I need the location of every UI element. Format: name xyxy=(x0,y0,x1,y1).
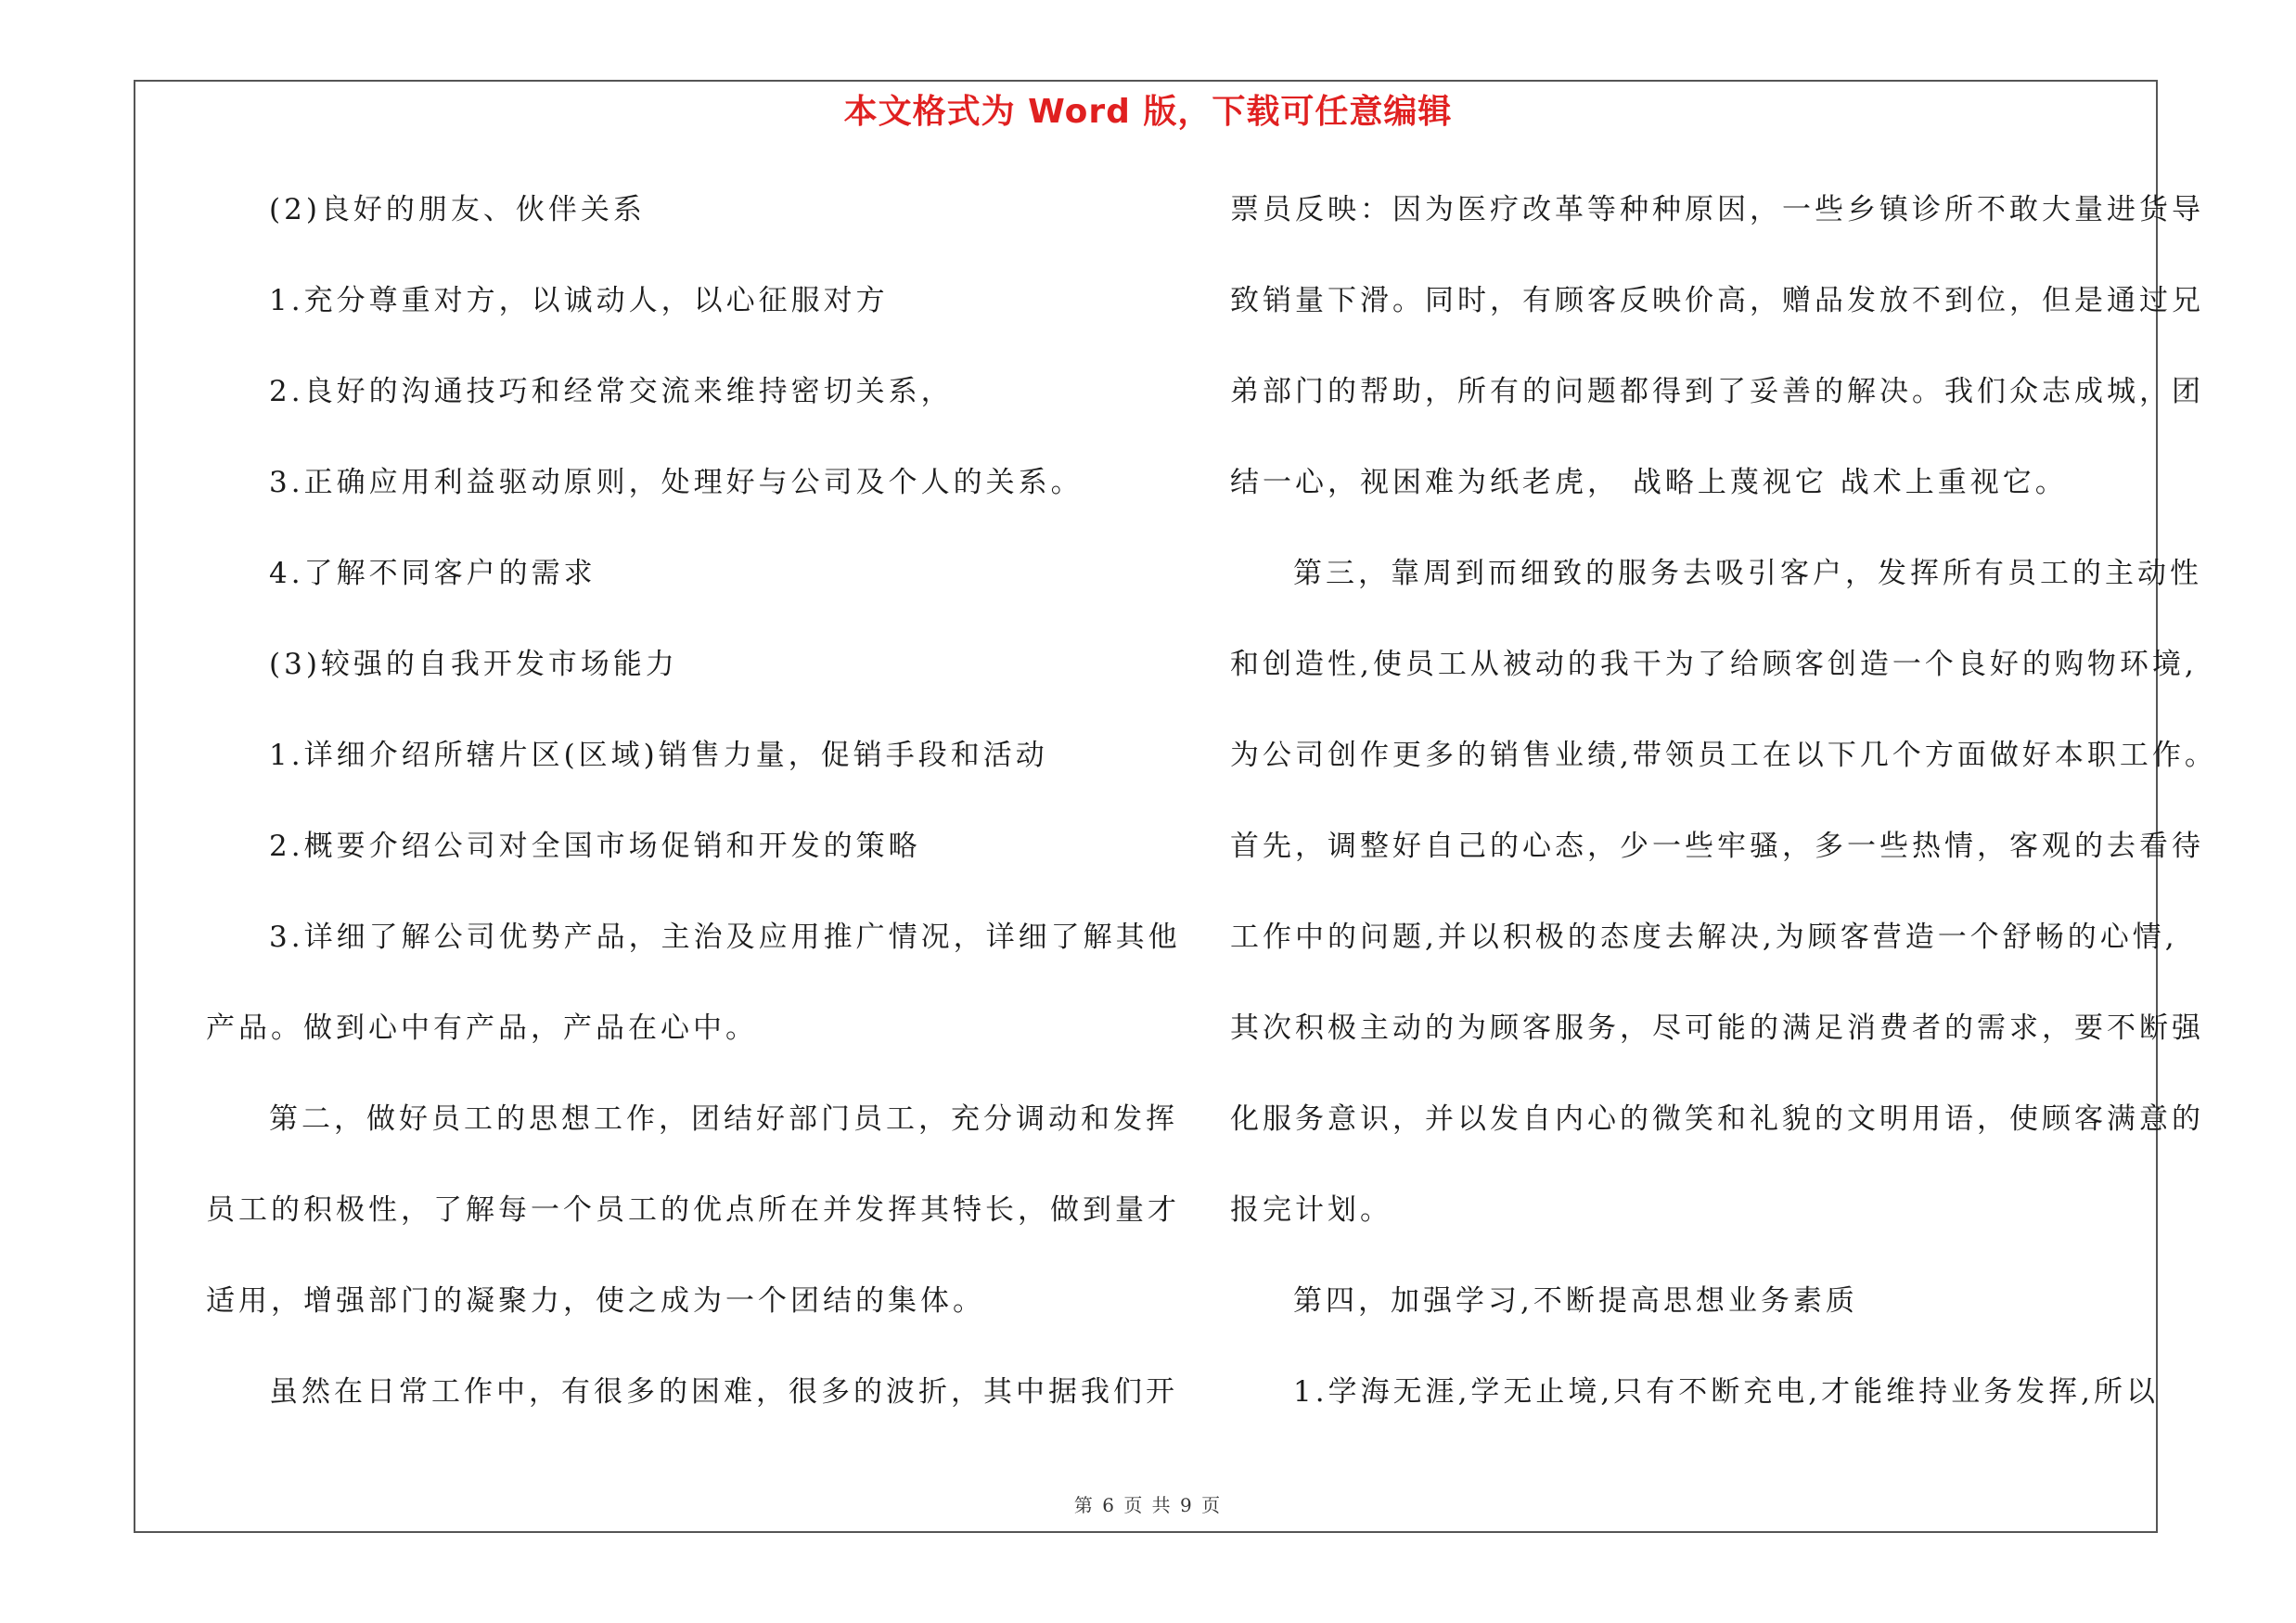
right-column-text-line: 弟部门的帮助，所有的问题都得到了妥善的解决。我们众志成城，团 xyxy=(1230,375,2204,408)
left-column xyxy=(206,184,1181,1457)
right-column-text-line: 其次积极主动的为顾客服务，尽可能的满足消费者的需求，要不断强 xyxy=(1230,1011,2204,1045)
right-column-text-line: 致销量下滑。同时，有顾客反映价高，赠品发放不到位，但是通过兄 xyxy=(1230,284,2204,317)
right-column-text-line: 第四，加强学习,不断提高思想业务素质 xyxy=(1293,1284,1858,1318)
right-column-text-line: 首先，调整好自己的心态，少一些牢骚，多一些热情，客观的去看待 xyxy=(1230,830,2204,863)
right-column-text-line: 结一心，视困难为纸老虎， 战略上蔑视它 战术上重视它。 xyxy=(1230,466,2068,499)
right-column-text-line: 为公司创作更多的销售业绩,带领员工在以下几个方面做好本职工作。 xyxy=(1230,739,2217,772)
left-column-text-line: 产品。做到心中有产品，产品在心中。 xyxy=(206,1011,758,1045)
left-column-text-line: 员工的积极性，了解每一个员工的优点所在并发挥其特长，做到量才 xyxy=(206,1193,1180,1227)
left-column-text-line: 2.概要介绍公司对全国市场促销和开发的策略 xyxy=(269,830,921,863)
right-column-text-line: 1.学海无涯,学无止境,只有不断充电,才能维持业务发挥,所以 xyxy=(1293,1375,2159,1409)
left-column-text-line: 1.详细介绍所辖片区(区域)销售力量，促销手段和活动 xyxy=(269,739,1048,772)
right-column-text-line: 票员反映：因为医疗改革等种种原因，一些乡镇诊所不敢大量进货导 xyxy=(1230,193,2204,226)
left-column-text-line: 适用，增强部门的凝聚力，使之成为一个团结的集体。 xyxy=(206,1284,985,1318)
right-column-text-line: 第三，靠周到而细致的服务去吸引客户，发挥所有员工的主动性 xyxy=(1293,557,2202,590)
right-column-text-line: 和创造性,使员工从被动的我干为了给顾客创造一个良好的购物环境, xyxy=(1230,648,2198,681)
right-column-text-line: 报完计划。 xyxy=(1230,1193,1392,1227)
left-column-text-line: 4.了解不同客户的需求 xyxy=(269,557,596,590)
right-column-text-line: 工作中的问题,并以积极的态度去解决,为顾客营造一个舒畅的心情, xyxy=(1230,921,2178,954)
right-column-text-line: 化服务意识，并以发自内心的微笑和礼貌的文明用语，使顾客满意的 xyxy=(1230,1102,2204,1136)
left-column-text-line: 3.正确应用利益驱动原则，处理好与公司及个人的关系。 xyxy=(269,466,1084,499)
header-banner: 本文格式为 Word 版，下载可任意编辑 xyxy=(843,93,1453,131)
left-column-text-line: 第二，做好员工的思想工作，团结好部门员工，充分调动和发挥 xyxy=(269,1102,1178,1136)
right-column xyxy=(1230,184,2217,1457)
left-column-text-line: 2.良好的沟通技巧和经常交流来维持密切关系， xyxy=(269,375,954,408)
left-column-text-line: (2)良好的朋友、伙伴关系 xyxy=(269,193,646,226)
page-number-footer: 第 6 页 共 9 页 xyxy=(1073,1494,1223,1516)
left-column-text-line: 3.详细了解公司优势产品，主治及应用推广情况，详细了解其他 xyxy=(269,921,1181,954)
left-column-text-line: 虽然在日常工作中，有很多的困难，很多的波折，其中据我们开 xyxy=(269,1375,1178,1409)
left-column-text-line: (3)较强的自我开发市场能力 xyxy=(269,648,678,681)
left-column-text-line: 1.充分尊重对方，以诚动人，以心征服对方 xyxy=(269,284,889,317)
